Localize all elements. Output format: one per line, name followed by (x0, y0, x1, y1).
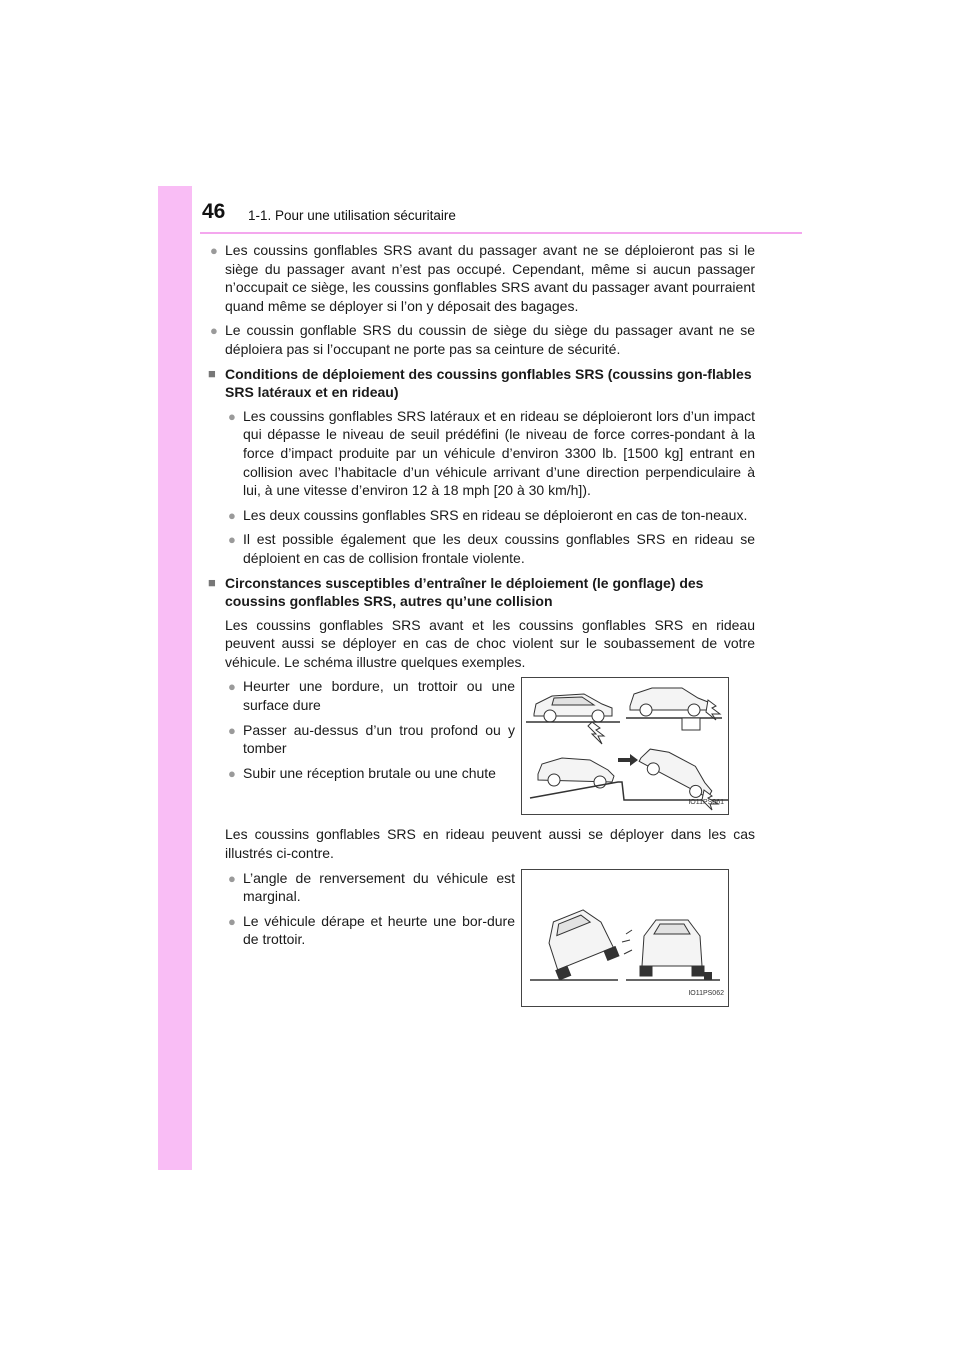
bullet-dot-icon: ● (228, 765, 236, 781)
list-item: ● Le coussin gonflable SRS du coussin de siège du siège du passager avant ne se déploiera pas si l’occupant ne porte pas sa ceinture de sécurité. (210, 322, 755, 357)
square-bullet-icon: ■ (208, 574, 216, 590)
list-item: ● Heurter une bordure, un trottoir ou une surface dure (228, 678, 515, 714)
section-heading: ■ Conditions de déploiement des coussins gonflables SRS (coussins gon-flables SRS latéraux et en rideau) (208, 365, 752, 401)
paragraph: Les coussins gonflables SRS en rideau peuvent aussi se déployer dans les cas illustrés ci-contre. (225, 826, 755, 862)
illustration-impact-underside (521, 677, 729, 815)
page-number: 46 (202, 200, 226, 223)
square-bullet-icon: ■ (208, 365, 216, 381)
section-title: 1-1. Pour une utilisation sécuritaire (248, 208, 456, 223)
bullet-dot-icon: ● (228, 913, 236, 929)
list-item: ● Les coussins gonflables SRS latéraux et en rideau se déploieront lors d’un impact qui dépasse le niveau de seuil prédéfini (le niveau de force corres-pondant à la force d’impact produite par un véhicule d’environ 3300 lb. [1500 kg] entrant en collision avec l’habitacle d’un véhicule arrivant d’une direction perpendiculaire à lui, à une vitesse d’environ 12 à 18 mph [20 à 30 km/h]). (228, 407, 755, 499)
bullet-dot-icon: ● (210, 323, 218, 339)
paragraph: Les coussins gonflables SRS avant et les coussins gonflables SRS en rideau peuvent aussi se déployer en cas de choc violent sur le soubassement de votre véhicule. Le schéma illustre quelques exemples. (225, 616, 755, 670)
bullet-dot-icon: ● (228, 532, 236, 548)
figure-row-2 (225, 869, 755, 1007)
bullet-dot-icon: ● (210, 243, 218, 258)
bullet-dot-icon: ● (228, 507, 236, 523)
figure-row-1 (225, 677, 755, 815)
list-item: ● Il est possible également que les deux coussins gonflables SRS en rideau se déploient en cas de collision frontale violente. (228, 531, 755, 566)
list-item: ● Passer au-dessus d’un trou profond ou y tomber (228, 721, 515, 757)
bullet-dot-icon: ● (228, 870, 236, 886)
bullet-dot-icon: ● (228, 679, 236, 695)
list-item: ● Le véhicule dérape et heurte une bor-dure de trottoir. (228, 912, 515, 948)
side-tab-band (158, 186, 192, 1170)
list-item: ● Les coussins gonflables SRS avant du passager avant ne se déploieront pas si le siège du passager avant n’est pas occupé. Cependant, même si aucun passager n’occupait ce siège, les coussins gonflables SRS avant du passager avant pourraient quand même se déployer si l’on y déposait des bagages. (210, 242, 755, 314)
section-heading: ■ Circonstances susceptibles d’entraîner le déploiement (le gonflage) des coussins gonflables SRS, autres qu’une collision (208, 574, 704, 610)
illustration-rollover-curb (521, 869, 729, 1007)
header-rule (200, 232, 802, 234)
figure-code: IO11PS062 (688, 990, 724, 998)
bullet-dot-icon: ● (228, 722, 236, 738)
list-item: ● Subir une réception brutale ou une chute (225, 764, 515, 783)
bullet-dot-icon: ● (228, 408, 236, 424)
list-item: ● Les deux coussins gonflables SRS en rideau se déploieront en cas de ton-neaux. (225, 506, 755, 525)
list-item: ● L’angle de renversement du véhicule est marginal. (228, 869, 515, 905)
figure-code: IO11PS061 (688, 798, 724, 806)
page-content (207, 241, 755, 1007)
